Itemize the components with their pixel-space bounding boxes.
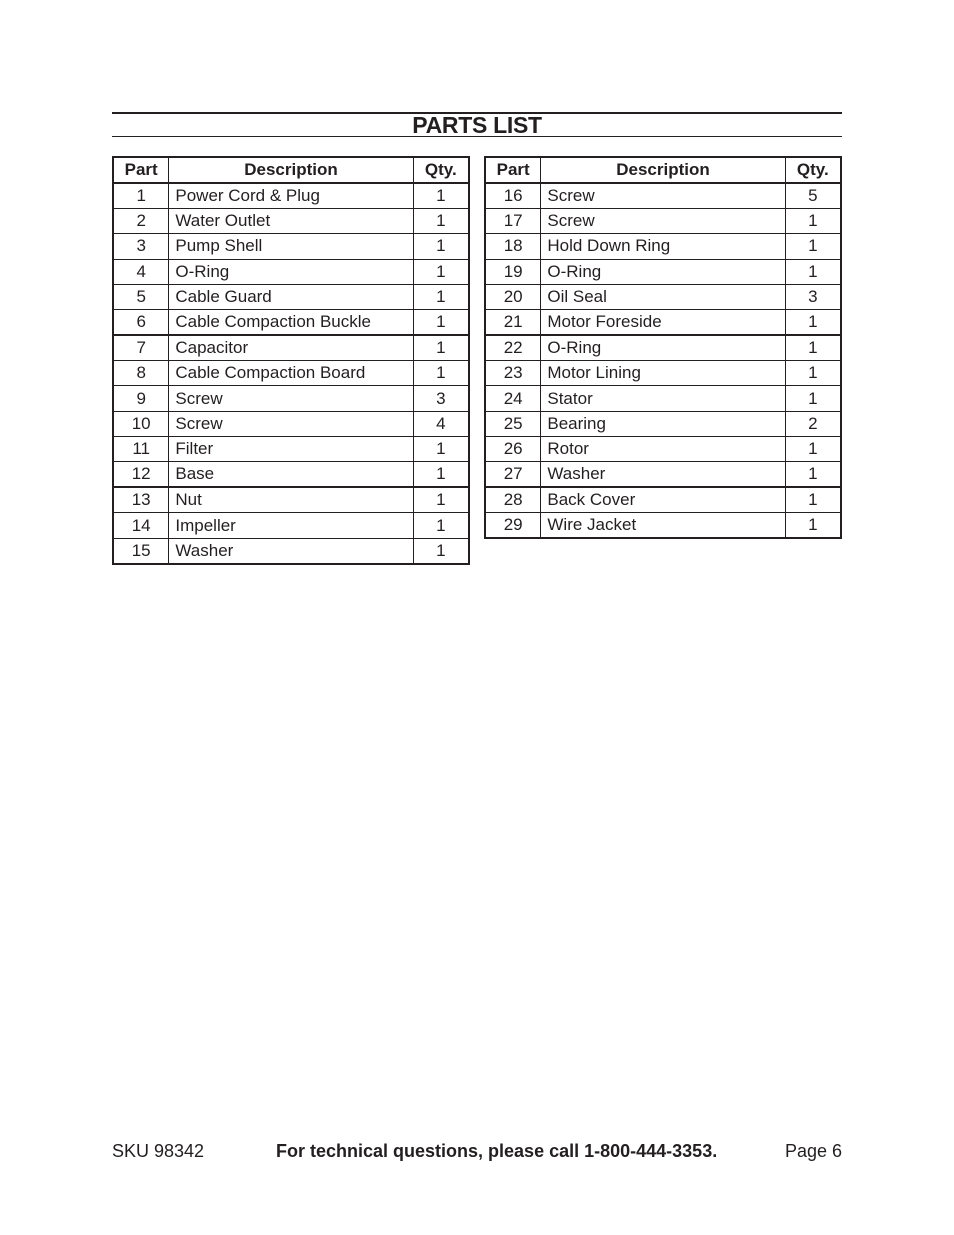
description-cell: Screw [541,183,785,209]
sku-label: SKU 98342 [112,1141,205,1161]
quantity-cell: 1 [785,513,841,539]
part-number-cell: 17 [485,209,541,234]
description-cell: Stator [541,386,785,411]
table-row [485,462,841,488]
description-cell: Water Outlet [169,209,413,234]
table-row [485,386,841,411]
quantity-cell: 1 [785,209,841,234]
description-cell: Back Cover [541,487,785,513]
parts-rows-left [113,183,469,564]
description-cell: Screw [169,411,413,436]
quantity-cell: 1 [785,386,841,411]
quantity-cell: 1 [785,259,841,284]
description-cell: Power Cord & Plug [169,183,413,209]
description-cell: Rotor [541,437,785,462]
quantity-cell: 3 [785,284,841,309]
table-row [113,335,469,361]
page-number: Page 6 [784,1141,842,1161]
description-cell: Motor Lining [541,361,785,386]
quantity-cell: 1 [413,437,469,462]
description-cell: O-Ring [541,259,785,284]
part-number-cell: 6 [113,310,169,336]
header-description: Description [169,157,413,183]
quantity-cell: 1 [413,209,469,234]
part-number-cell: 7 [113,335,169,361]
part-number-cell: 5 [113,284,169,309]
part-number-cell: 20 [485,284,541,309]
description-cell: Nut [169,487,413,513]
description-cell: Cable Compaction Buckle [169,310,413,336]
parts-rows-right [485,183,841,538]
part-number-cell: 8 [113,361,169,386]
header-qty: Qty. [413,157,469,183]
part-number-cell: 3 [113,234,169,259]
part-number-cell: 24 [485,386,541,411]
quantity-cell: 1 [413,538,469,564]
page-title: PARTS LIST [412,112,542,138]
part-number-cell: 19 [485,259,541,284]
quantity-cell: 4 [413,411,469,436]
description-cell: Bearing [541,411,785,436]
table-row [485,487,841,513]
quantity-cell: 1 [785,361,841,386]
description-cell: Hold Down Ring [541,234,785,259]
part-number-cell: 28 [485,487,541,513]
table-row [113,361,469,386]
table-header-row [485,157,841,183]
table-row [113,209,469,234]
part-number-cell: 10 [113,411,169,436]
description-cell: Base [169,462,413,488]
quantity-cell: 1 [785,310,841,336]
table-row [485,361,841,386]
title-band [112,112,842,137]
description-cell: O-Ring [169,259,413,284]
part-number-cell: 25 [485,411,541,436]
table-row [485,310,841,336]
quantity-cell: 1 [785,437,841,462]
quantity-cell: 1 [413,234,469,259]
table-row [485,513,841,539]
table-row [485,234,841,259]
description-cell: Oil Seal [541,284,785,309]
table-row [113,437,469,462]
part-number-cell: 16 [485,183,541,209]
part-number-cell: 4 [113,259,169,284]
part-number-cell: 14 [113,513,169,538]
quantity-cell: 1 [413,513,469,538]
quantity-cell: 2 [785,411,841,436]
parts-table-right [484,156,842,539]
part-number-cell: 22 [485,335,541,361]
table-row [485,284,841,309]
part-number-cell: 29 [485,513,541,539]
quantity-cell: 1 [413,259,469,284]
quantity-cell: 1 [413,335,469,361]
quantity-cell: 1 [785,335,841,361]
quantity-cell: 1 [413,284,469,309]
quantity-cell: 1 [785,487,841,513]
part-number-cell: 1 [113,183,169,209]
table-row [113,310,469,336]
header-description: Description [541,157,785,183]
table-row [113,513,469,538]
parts-table-left [112,156,470,565]
quantity-cell: 1 [785,462,841,488]
part-number-cell: 15 [113,538,169,564]
description-cell: Screw [541,209,785,234]
table-row [485,183,841,209]
header-part: Part [485,157,541,183]
description-cell: Impeller [169,513,413,538]
header-part: Part [113,157,169,183]
quantity-cell: 1 [413,462,469,488]
table-row [485,335,841,361]
part-number-cell: 23 [485,361,541,386]
description-cell: Pump Shell [169,234,413,259]
table-row [113,259,469,284]
description-cell: Capacitor [169,335,413,361]
page-footer [112,1140,842,1162]
part-number-cell: 2 [113,209,169,234]
table-row [113,284,469,309]
description-cell: O-Ring [541,335,785,361]
table-row [113,386,469,411]
description-cell: Washer [541,462,785,488]
table-row [113,183,469,209]
description-cell: Cable Guard [169,284,413,309]
table-row [113,234,469,259]
quantity-cell: 3 [413,386,469,411]
table-row [113,462,469,488]
part-number-cell: 18 [485,234,541,259]
description-cell: Washer [169,538,413,564]
quantity-cell: 1 [413,183,469,209]
description-cell: Wire Jacket [541,513,785,539]
table-row [485,209,841,234]
header-qty: Qty. [785,157,841,183]
part-number-cell: 13 [113,487,169,513]
table-row [113,487,469,513]
part-number-cell: 21 [485,310,541,336]
quantity-cell: 5 [785,183,841,209]
quantity-cell: 1 [413,310,469,336]
part-number-cell: 27 [485,462,541,488]
description-cell: Motor Foreside [541,310,785,336]
tech-support-phone: For technical questions, please call 1-800-444-3353. [276,1141,718,1161]
table-header-row [113,157,469,183]
description-cell: Screw [169,386,413,411]
quantity-cell: 1 [785,234,841,259]
table-row [485,259,841,284]
table-row [113,538,469,564]
table-row [113,411,469,436]
quantity-cell: 1 [413,361,469,386]
description-cell: Cable Compaction Board [169,361,413,386]
part-number-cell: 12 [113,462,169,488]
table-row [485,437,841,462]
description-cell: Filter [169,437,413,462]
part-number-cell: 9 [113,386,169,411]
table-row [485,411,841,436]
part-number-cell: 11 [113,437,169,462]
part-number-cell: 26 [485,437,541,462]
quantity-cell: 1 [413,487,469,513]
